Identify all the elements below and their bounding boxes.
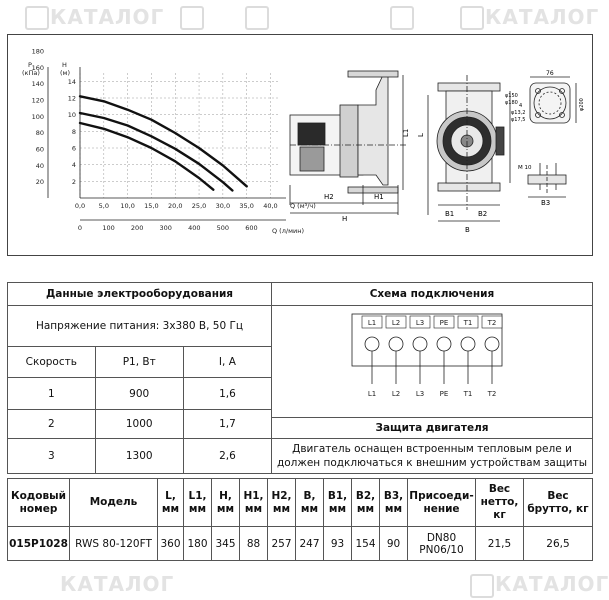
spec-h-connection: Присоеди-нение [408,479,476,527]
terminal-top-label: PE [439,319,449,327]
p-tick-label: 160 [31,63,44,72]
dim-b2: B2 [478,210,488,218]
terminal-top-label: L1 [367,319,377,327]
spec-h-net-weight: Вес нетто, кг [476,479,524,527]
spec-b3: 90 [380,527,408,561]
terminal-top-label: L3 [415,319,425,327]
terminal-screw [485,337,499,351]
watermark-text: КАТАЛОГ [495,572,609,596]
spec-code: 015P1028 [8,527,70,561]
terminal-top-label: L2 [391,319,401,327]
spec-h2: 257 [268,527,296,561]
spec-h-l1: L1, мм [184,479,212,527]
x-tick-label: 20,0 [167,202,183,210]
spec-h-l: L, мм [158,479,184,527]
col-current: I, A [183,347,271,378]
terminal-bottom-label: PE [439,390,449,398]
spec-l1: 180 [184,527,212,561]
electrical-table [7,282,593,474]
spec-h-h2: H2, мм [268,479,296,527]
terminal-screw [437,337,451,351]
terminal-bottom-label: T2 [487,390,497,398]
speed-3: 3 [8,439,96,474]
spec-h-b1: B1, мм [324,479,352,527]
p-tick-label: 100 [31,112,44,121]
spec-h-b3: B3, мм [380,479,408,527]
terminal-bottom-label: L2 [391,390,401,398]
col-power: P1, Вт [95,347,183,378]
spec-h-b2: B2, мм [352,479,380,527]
pump-drawings [8,35,594,255]
dim-m10: M 10 [518,165,532,171]
x-tick-label: 25,0 [191,202,207,210]
dim-b: B [465,226,470,234]
spec-model: RWS 80-120FT [70,527,158,561]
watermark-logo-icon [460,6,484,30]
x2-axis-label: Q (л/мин) [272,227,304,235]
dim-h: H [342,215,348,223]
h-tick-label: 10 [67,111,76,120]
h-tick-label: 4 [71,161,76,170]
spec-h-code: Кодовый номер [8,479,70,527]
protection-title: Защита двигателя [272,418,593,439]
power-3: 1300 [95,439,183,474]
spec-h-b: B, мм [296,479,324,527]
p-tick-label: 180 [31,47,44,56]
spec-table [7,478,593,561]
x-axis-label: Q (м³/ч) [290,202,316,210]
p-tick-label: 40 [35,161,44,170]
h-tick-label: 14 [67,77,76,86]
h-axis-unit: (м) [60,69,70,77]
dim-b1: B1 [445,210,455,218]
p-tick-label: 60 [35,145,44,154]
x-tick-label: 0,0 [74,202,86,210]
p-axis-label: P [28,61,32,69]
speed-2: 2 [8,410,96,439]
spec-net-weight: 21,5 [476,527,524,561]
x2-tick-label: 400 [188,224,201,232]
watermark-logo-icon [245,6,269,30]
watermark-logo-icon [180,6,204,30]
spec-connection: DN80 PN06/10 [408,527,476,561]
spec-l: 360 [158,527,184,561]
terminal-screw [389,337,403,351]
dim-76: 76 [546,70,554,77]
spec-header-row [8,479,593,527]
x2-tick-label: 200 [130,224,144,232]
spec-data-row [8,527,593,561]
terminal-screw [365,337,379,351]
x-tick-label: 35,0 [239,202,254,210]
power-2: 1000 [95,410,183,439]
dim-d200: φ200 [579,98,585,111]
x2-tick-label: 600 [245,224,258,232]
voltage-text: Напряжение питания: 3х380 В, 50 Гц [8,306,272,347]
h-tick-label: 12 [67,94,76,103]
wiring-diagram-cell [272,306,593,418]
dim-d17-5: φ17,5 [511,117,526,123]
flange-view [530,77,576,123]
power-1: 900 [95,378,183,410]
spec-h-h1: H1, мм [240,479,268,527]
dim-d180: φ180 [505,100,518,106]
dim-l: L [417,133,425,137]
h-tick-label: 8 [71,127,76,136]
spec-gross-weight: 26,5 [524,527,593,561]
x-tick-label: 5,0 [98,202,109,210]
x2-tick-label: 0 [77,224,83,232]
p-tick-label: 120 [31,96,44,105]
x-tick-label: 40,0 [263,202,278,210]
terminal-screw [461,337,475,351]
spec-b: 247 [296,527,324,561]
watermark-logo-icon [390,6,414,30]
speed-1: 1 [8,378,96,410]
dim-l1: L1 [402,128,410,137]
x-tick-label: 15,0 [144,202,159,210]
x2-tick-label: 500 [216,224,230,232]
pump-side-view [290,71,408,215]
foot-bolt-detail [528,163,566,197]
terminal-screw [413,337,427,351]
h-tick-label: 6 [71,144,76,153]
dim-d13-2: φ13,2 [511,110,526,116]
watermark-logo-icon [470,574,494,598]
protection-text: Двигатель оснащен встроенным тепловым реле и должен подключаться к внешним устройствам защиты [272,439,593,474]
current-1: 1,6 [183,378,271,410]
p-tick-label: 140 [31,80,44,89]
x2-tick-label: 100 [102,224,115,232]
dim-4: 4 [519,103,523,109]
spec-b1: 93 [324,527,352,561]
wiring-diagram [272,306,592,414]
spec-h: 345 [212,527,240,561]
pump-front-view [428,75,510,221]
wiring-title: Схема подключения [272,283,593,306]
col-speed: Скорость [8,347,96,378]
electrical-title: Данные электрооборудования [8,283,272,306]
dim-h1: H1 [374,193,384,201]
terminal-bottom-label: T1 [463,390,473,398]
terminal-top-label: T1 [463,319,473,327]
watermark-text: КАТАЛОГ [50,5,165,29]
p-tick-label: 20 [35,178,44,187]
spec-h-model: Модель [70,479,158,527]
h-tick-label: 2 [71,177,76,186]
p-tick-label: 80 [35,129,44,138]
h-axis-label: H [62,61,67,69]
watermark-text: КАТАЛОГ [485,5,600,29]
spec-h-h: H, мм [212,479,240,527]
spec-h1: 88 [240,527,268,561]
current-2: 1,7 [183,410,271,439]
dim-h2: H2 [324,193,334,201]
top-panel [7,34,593,256]
terminal-bottom-label: L1 [367,390,377,398]
terminal-bottom-label: L3 [415,390,425,398]
dim-d150: φ150 [505,93,518,99]
x-tick-label: 10,0 [120,202,135,210]
terminal-top-label: T2 [487,319,497,327]
p-axis-unit: (кПа) [22,69,40,77]
watermark-logo-icon [25,6,49,30]
x2-tick-label: 300 [159,224,172,232]
spec-h-gross-weight: Вес брутто, кг [524,479,593,527]
spec-b2: 154 [352,527,380,561]
dim-b3: B3 [541,199,551,207]
watermark-text: КАТАЛОГ [60,572,175,596]
x-tick-label: 30,0 [215,202,231,210]
current-3: 2,6 [183,439,271,474]
